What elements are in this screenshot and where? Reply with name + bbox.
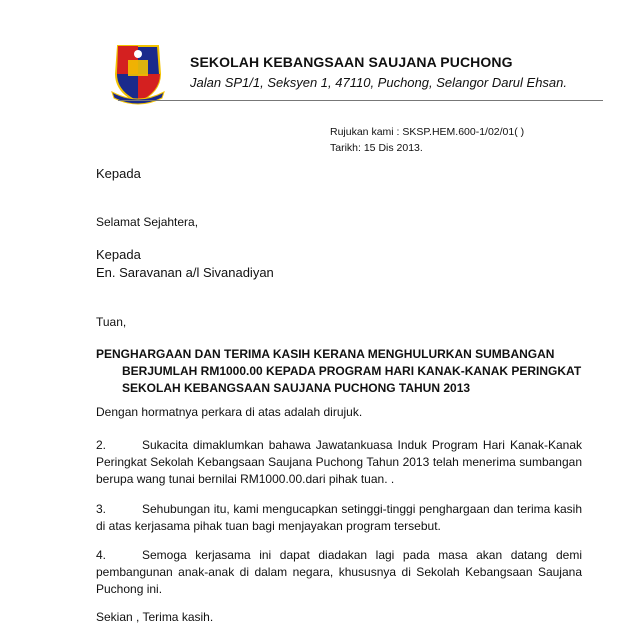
paragraph-4-line: Semoga kerjasama ini dapat diadakan lagi pada masa akan datang demi [142, 548, 582, 562]
paragraph-2-line: Peringkat Sekolah Kebangsaan Saujana Puchong Tahun 2013 telah menerima sumbangan [96, 455, 582, 469]
intro-paragraph: Dengan hormatnya perkara di atas adalah dirujuk. [96, 405, 363, 419]
subject-line-1: PENGHARGAAN DAN TERIMA KASIH KERANA MENGHULURKAN SUMBANGAN [96, 347, 555, 361]
paragraph-2-line: Sukacita dimaklumkan bahawa Jawatankuasa Induk Program Hari Kanak-Kanak [142, 438, 582, 452]
paragraph-4 [96, 547, 582, 598]
greeting: Selamat Sejahtera, [96, 215, 199, 229]
recipient-name: En. Saravanan a/l Sivanadiyan [96, 265, 274, 280]
paragraph-3-line: Sehubungan itu, kami mengucapkan setinggi-tinggi penghargaan dan terima kasih [142, 502, 582, 516]
closing: Sekian , Terima kasih. [96, 610, 214, 624]
paragraph-2 [96, 437, 582, 488]
paragraph-4-line: pembangunan anak-anak di dalam negara, khususnya di Sekolah Kebangsaan Saujana [96, 565, 582, 579]
subject-line-3: SEKOLAH KEBANGSAAN SAUJANA PUCHONG TAHUN 2013 [122, 381, 471, 395]
paragraph-2-line: berupa wang tunai bernilai RM1000.00.dari pihak tuan. . [96, 472, 395, 486]
paragraph-3 [96, 501, 582, 535]
paragraph-4-number: 4. [96, 548, 107, 562]
school-name: SEKOLAH KEBANGSAAN SAUJANA PUCHONG [190, 54, 513, 70]
paragraph-3-number: 3. [96, 502, 107, 516]
paragraph-3-line: di atas kerjasama pihak tuan bagi menjayakan program tersebut. [96, 519, 441, 533]
letter-date: Tarikh: 15 Dis 2013. [330, 142, 423, 154]
salutation: Tuan, [96, 315, 127, 329]
school-crest-logo [110, 40, 166, 106]
paragraph-2-number: 2. [96, 438, 107, 452]
subject-line-2: BERJUMLAH RM1000.00 KEPADA PROGRAM HARI KANAK-KANAK PERINGKAT [122, 364, 582, 378]
paragraph-4-line: Puchong ini. [96, 582, 163, 596]
kepada-heading-2: Kepada [96, 247, 141, 262]
reference-number: Rujukan kami : SKSP.HEM.600-1/02/01( ) [330, 126, 525, 138]
school-address: Jalan SP1/1, Seksyen 1, 47110, Puchong, Selangor Darul Ehsan. [190, 75, 568, 90]
kepada-heading: Kepada [96, 166, 141, 181]
letterhead-divider [118, 100, 603, 101]
